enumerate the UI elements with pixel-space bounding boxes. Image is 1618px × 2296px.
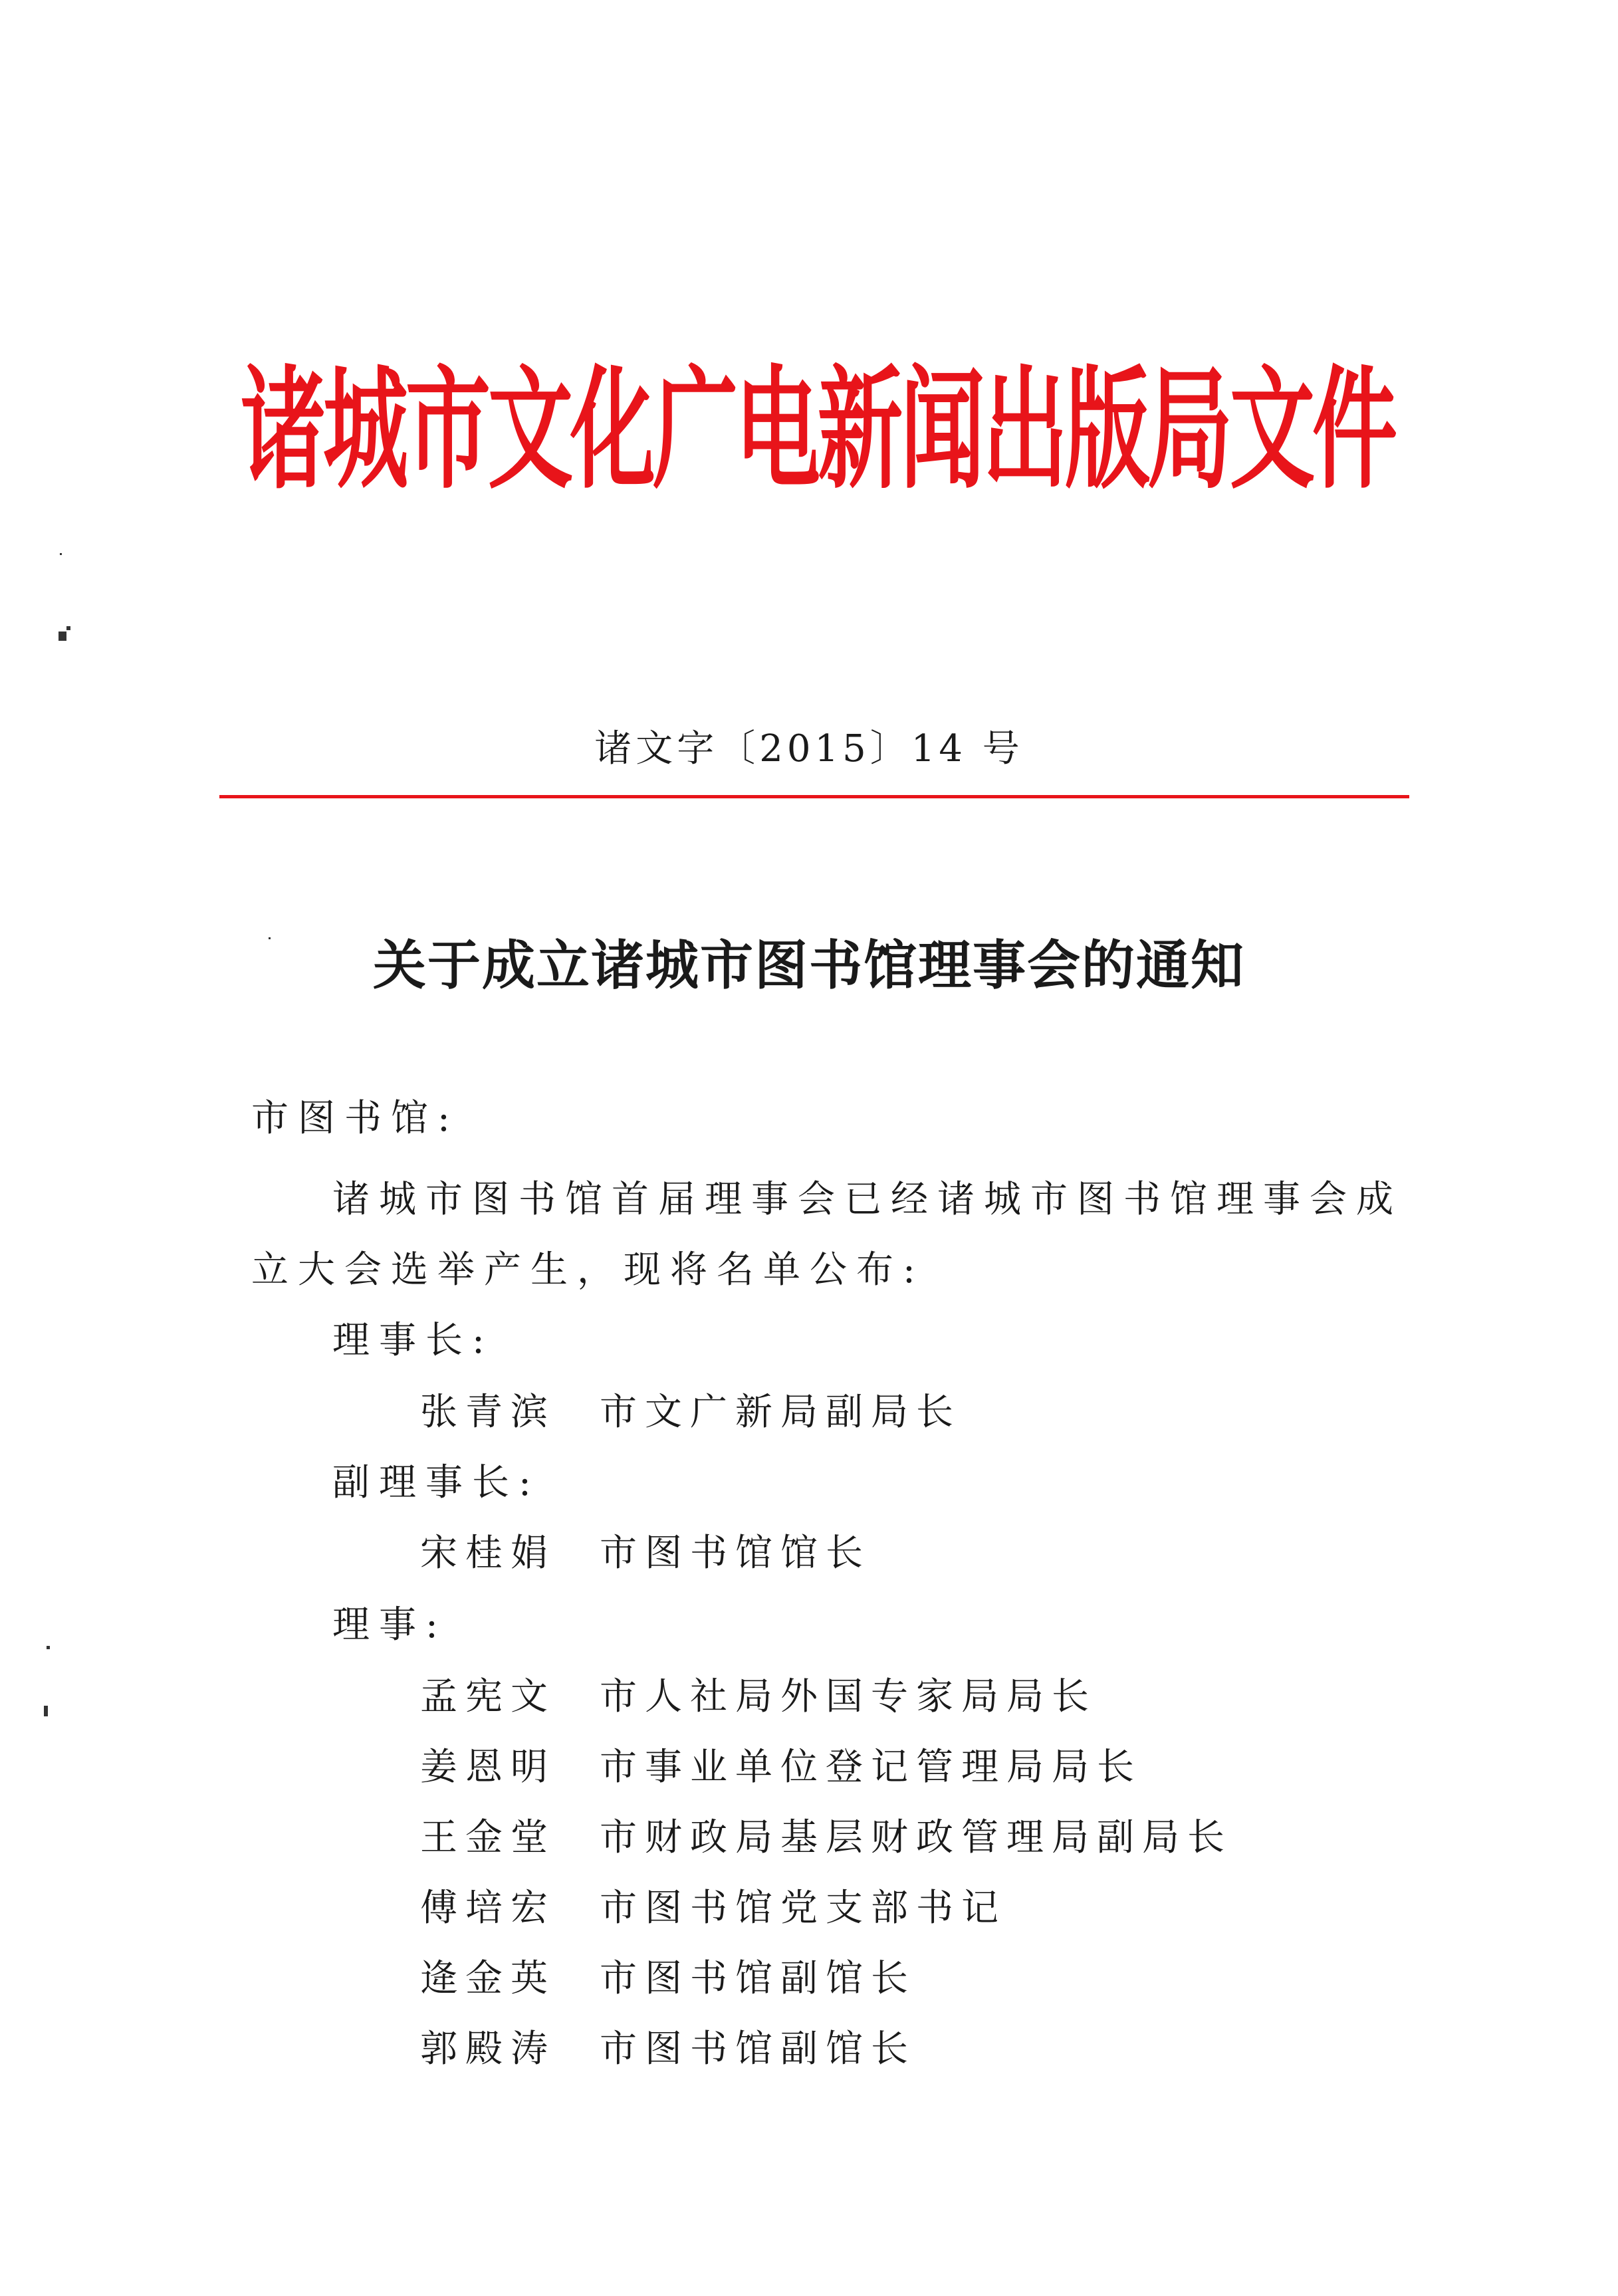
member-row-director bbox=[420, 1879, 1006, 1932]
member-name: 孟宪文 bbox=[420, 1675, 556, 1718]
member-title: 市图书馆副馆长 bbox=[600, 1957, 916, 2000]
scan-speck bbox=[47, 1646, 50, 1649]
body-line-1: 诸城市图书馆首届理事会已经诸城市图书馆理事会成 bbox=[332, 1178, 1403, 1221]
member-title: 市图书馆副馆长 bbox=[600, 2027, 916, 2071]
member-title: 市图书馆馆长 bbox=[600, 1532, 871, 1575]
red-divider bbox=[219, 795, 1409, 798]
member-name: 姜恩明 bbox=[420, 1746, 556, 1789]
scan-speck bbox=[58, 631, 66, 641]
member-row-vice-chairman bbox=[420, 1524, 871, 1577]
member-title: 市事业单位登记管理局局长 bbox=[600, 1746, 1142, 1789]
member-row-director bbox=[420, 1949, 916, 2002]
member-name: 傅培宏 bbox=[420, 1887, 556, 1930]
member-name: 张青滨 bbox=[420, 1391, 556, 1434]
member-name: 宋桂娟 bbox=[420, 1532, 556, 1575]
member-row-director bbox=[420, 1667, 1097, 1720]
member-title: 市财政局基层财政管理局副局长 bbox=[600, 1816, 1232, 1859]
notice-title: 关于成立诸城市图书馆理事会的通知 bbox=[373, 934, 1245, 996]
scan-speck bbox=[60, 553, 62, 555]
masthead-title: 诸城市文化广电新闻出版局文件 bbox=[240, 354, 1395, 508]
member-row-director bbox=[420, 1808, 1232, 1861]
member-title: 市文广新局副局长 bbox=[600, 1391, 961, 1434]
scan-speck bbox=[44, 1706, 48, 1716]
member-row-director bbox=[420, 1738, 1142, 1791]
document-number: 诸文字〔2015〕14 号 bbox=[594, 727, 1024, 770]
member-name: 王金堂 bbox=[420, 1816, 556, 1859]
vice-chairman-label: 副理事长: bbox=[332, 1461, 540, 1504]
scan-speck bbox=[66, 626, 70, 630]
member-name: 逄金英 bbox=[420, 1957, 556, 2000]
salutation: 市图书馆: bbox=[251, 1097, 459, 1140]
scan-speck bbox=[269, 937, 271, 939]
chairman-label: 理事长: bbox=[332, 1319, 494, 1362]
member-row-chairman bbox=[420, 1383, 961, 1436]
body-line-2: 立大会选举产生，现将名单公布: bbox=[251, 1248, 925, 1292]
member-title: 市人社局外国专家局局长 bbox=[600, 1675, 1097, 1718]
member-name: 郭殿涛 bbox=[420, 2027, 556, 2071]
member-row-director bbox=[420, 2019, 916, 2073]
member-title: 市图书馆党支部书记 bbox=[600, 1887, 1006, 1930]
directors-label: 理事: bbox=[332, 1603, 447, 1647]
